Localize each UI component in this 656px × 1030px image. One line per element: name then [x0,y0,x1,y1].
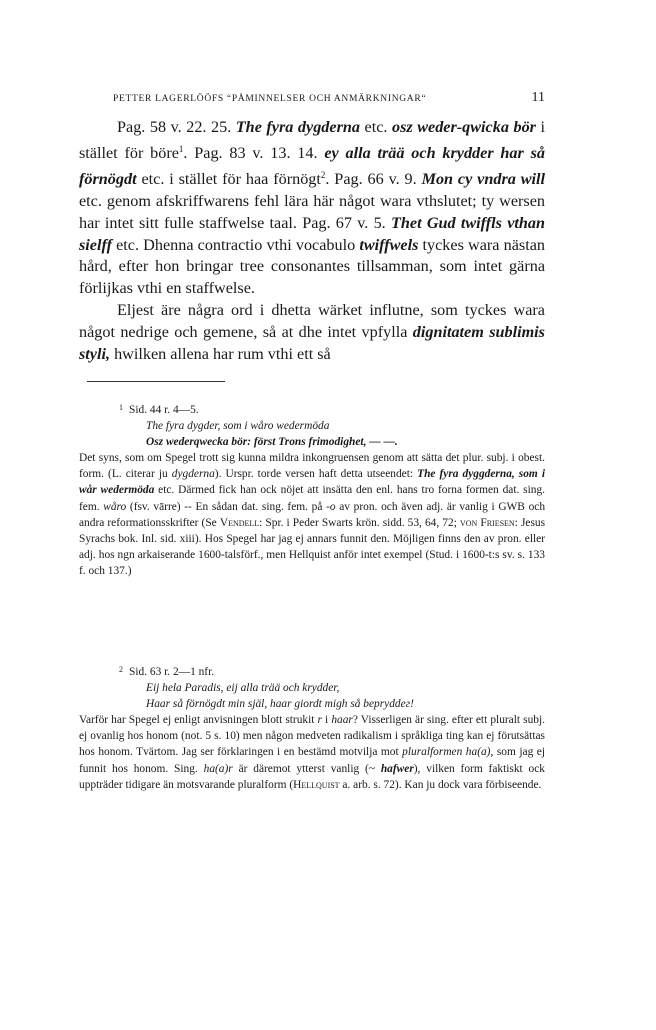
text-run: av pron. och även adj. är vanlig i GWB och andra reformationsskrifter (Se [79,500,546,529]
text-run: ). Urspr. torde versen haft detta utseendet: [214,468,418,481]
footnote-quote-line: Eij hela Paradis, eij alla trää och krydder, [146,682,340,695]
footnote-1 [79,400,545,579]
footnote-reference [79,400,545,418]
text-run: etc. [359,118,392,136]
footnote-number: 2 [119,665,123,674]
text-run: o [329,500,336,513]
page-number: 11 [531,90,545,105]
text-run: i stället för böre [79,118,546,162]
text-run: : Spr. i Peder Swarts krön. sidd. 53, 64, 72; [259,516,460,529]
footnote-separator [87,381,225,382]
footnote-reference [79,662,545,680]
text-run: etc. Dhenna contractio vthi vocabulo [111,235,360,254]
text-run: etc. genom afskriffwarens fehl lära här något wara vthslutet; ty wersen har intet sitt fulle staffwelse taal. Pag. 67 v. 5. [79,191,545,232]
text-run: r [317,714,322,727]
quoted-phrase: dignitatem sublimis styli, [79,323,545,364]
footnote-quote-line: The fyra dygder, som i wåro wedermöda [146,420,330,433]
text-run: , som jag ej funnit hos honom. Sing. [79,746,546,775]
footnote-quote-line: Osz wederqwecka bör: först Trons frimodighet, — —. [146,436,398,449]
text-run: ), vilken form faktiskt ock uppträder tidigare än motsvarande pluralform ( [79,762,545,791]
text-run: ha(a)r [203,762,233,775]
text-run: Pag. 58 v. 22. 25. [117,118,236,136]
text-run: pluralformen ha(a) [402,746,491,759]
running-header [113,90,545,106]
text-run: a. arb. s. 72). Kan ju dock vara förbiseende. [339,778,542,791]
footnote-2 [79,662,545,793]
text-run: Varför har Spegel ej enligt anvisningen blott strukit [79,714,318,727]
quoted-verse: ey alla trää och krydder har så förnögdt [79,143,546,188]
text-run: Det syns, som om Spegel trott sig kunna mildra inkongruensen genom att sätta det plur. subj. i obest. form. (L. citerar ju [79,452,545,481]
text-run: etc. Därmed fick han ock nöjet att insätta den enl. hans tro forna formen dat. sing. fem. [79,484,545,513]
quoted-verse: Thet Gud twiffls vthan sielff [79,213,546,254]
text-run: . Pag. 83 v. 13. 14. [183,143,325,162]
quoted-word: twiffwels [359,235,419,254]
text-run: hwilken allena har rum vthi ett så [110,345,331,364]
quoted-verse: osz weder-qwicka bör [391,118,536,136]
text-run: tyckes wara nästan hård, efter hon bringar tree consonantes tillsamman, som intet gärna förlijkas vthi en staffwelse. [79,235,545,298]
text-run: ? Visserligen är sing. efter ett pluralt subj. ej ovanlig hos honom (not. 5 s. 10) men någon medveten radikalism i språkliga ting kan ej förutsättas hos honom. Tvärtom. Jag ser förklaringen i en bestämd motvilja mot [79,714,545,759]
text-run: i [321,714,332,727]
quoted-verse: Mon cy vndra will [421,169,546,188]
footnote-paragraph [79,712,545,792]
author-name: von Friesen [459,516,515,529]
text-run: etc. i stället för haa förnögt [136,169,321,188]
text-run: dygderna [171,468,215,481]
text-run: haar [331,714,353,727]
main-text [79,117,545,366]
text-run: : Jesus Syrachs bok. Inl. sid. xiii). Hos Spegel har jag ej annars funnit den. Möjligen finns den av pron. eller adj. hos ngn arkaiserande 1600-talsförf., men Hellquist anför intet exempel (Stud. i 1600-t:s sv. s. 133 f. och 137.) [79,516,546,577]
text-run: hafwer [380,762,414,775]
footnote-quote-line: Haar så förnögdt min själ, haar giordt migh så bepryddег! [146,698,414,711]
text-run: (fsv. vārre) -- En sådan dat. sing. fem. på - [126,500,330,513]
footnote-number: 1 [119,403,123,412]
footnote-ref-text: Sid. 44 r. 4—5. [129,404,199,416]
quoted-verse: The fyra dygderna [235,118,360,136]
text-run: . Pag. 66 v. 9. [325,169,422,188]
footnote-ref-text: Sid. 63 r. 2—1 nfr. [129,666,215,678]
footnote-marker: 1 [178,143,184,154]
text-run: The fyra dyggderna, som i wår wedermöda [79,468,546,497]
author-name: Vendell [219,516,260,529]
paragraph-1 [79,117,545,300]
footnote-marker: 2 [320,169,326,180]
footnote-paragraph [79,450,545,579]
running-title: PETTER LAGERLÖÖFS “PÅMINNELSER OCH ANMÄRKNINGAR“ [113,94,427,104]
text-run: är däremot ytterst vanlig (~ [232,762,381,775]
author-name: Hellquist [293,778,340,791]
text-run: wåro [103,500,127,513]
text-run: Eljest äre några ord i dhetta wärket influtne, som tyckes wara något nedrige och gemene, så at dhe intet vpfylla [79,301,545,342]
paragraph-2 [79,300,545,366]
